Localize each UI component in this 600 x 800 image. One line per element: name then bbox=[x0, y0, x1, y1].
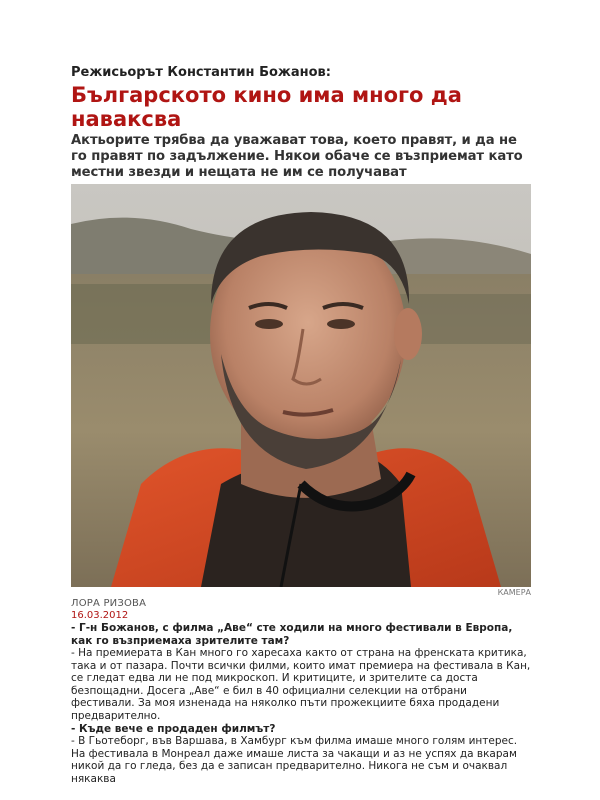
photo-credit: КАМЕРА bbox=[497, 588, 531, 597]
article-headline: Българското кино има много да наваксва bbox=[71, 83, 462, 131]
interview-question-2: - Къде вече е продаден филмът? bbox=[71, 722, 276, 735]
article-subtitle: Актьорите трябва да уважават това, което правят, и да не го правят по задължение. Някои обаче се възприемат като местни звезди и нещата не им се получават bbox=[71, 133, 523, 180]
portrait-photo-icon bbox=[71, 184, 531, 587]
article-photo bbox=[71, 184, 531, 587]
article-date: 16.03.2012 bbox=[71, 610, 129, 621]
article bbox=[71, 64, 531, 785]
article-kicker: Режисьорът Константин Божанов: bbox=[71, 65, 331, 80]
interview-answer-2: - В Гьотеборг, във Варшава, в Хамбург към филма имаше много голям интерес. На фестивала в Монреал даже имаше листа за чакащи и аз не успях да вкарам никой да го гледа, без да е записан предварително. Никога не съм и очаквал някаква bbox=[71, 735, 518, 785]
interview-answer-1: - На премиерата в Кан много го харесаха както от страна на френската критика, така и от пазара. Почти всички филми, които имат премиера на фестивала в Кан, се гледат едва ли не под микроскоп. И критиците, и зрителите са доста безпощадни. Досега „Аве“ е бил в 40 официални селекции на отбрани фестивали. За моя изненада на няколко пъти прожекциите бяха продадени предварително. bbox=[71, 647, 531, 722]
article-author: ЛОРА РИЗОВА bbox=[71, 598, 147, 609]
interview-question-1: - Г-н Божанов, с филма „Аве“ сте ходили на много фестивали в Европа, как го възприемаха зрителите там? bbox=[71, 622, 513, 647]
